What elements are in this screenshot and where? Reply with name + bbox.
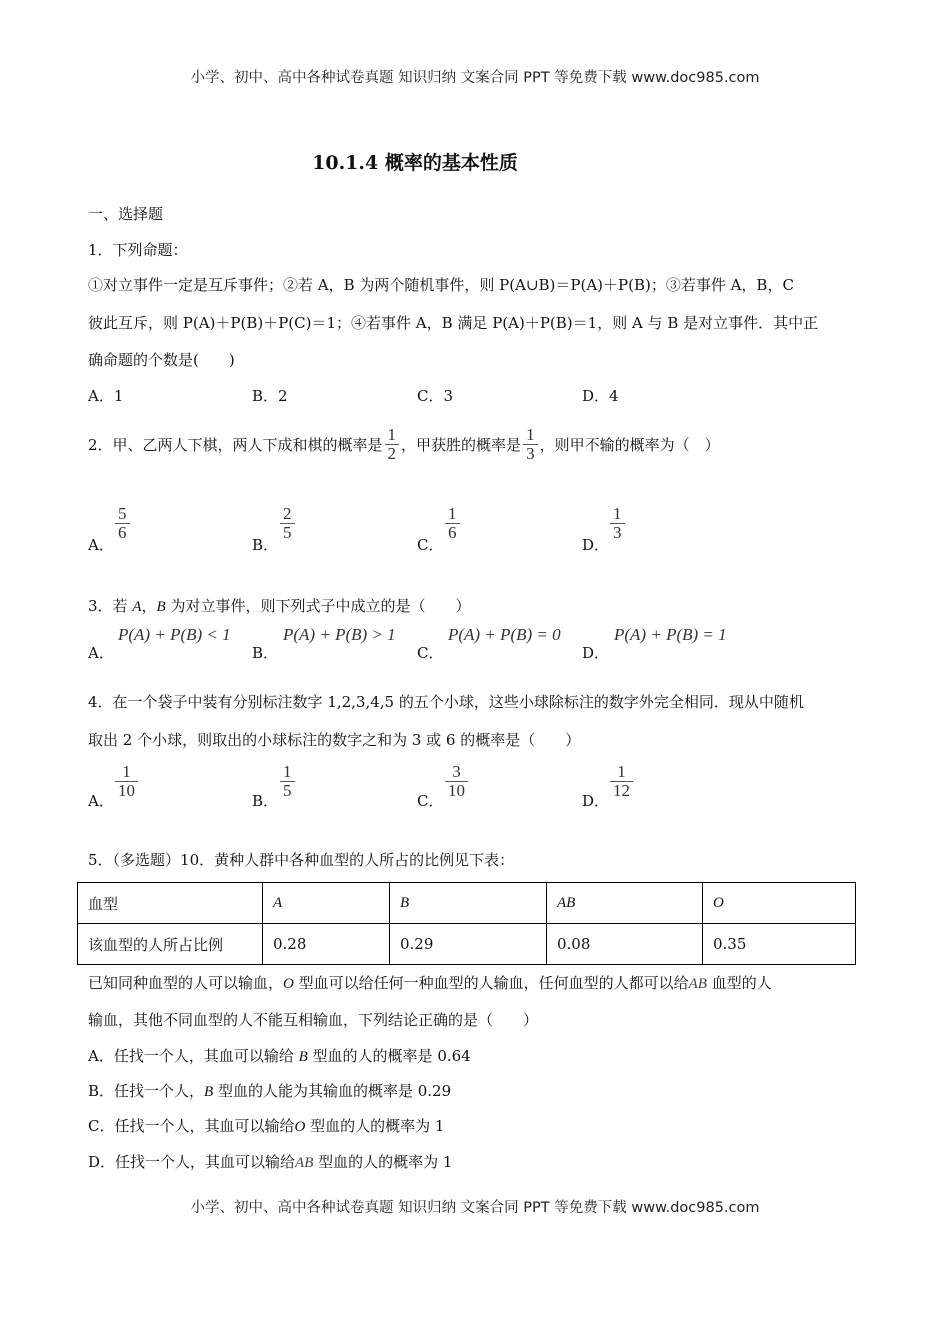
frac-den: 10 [118, 780, 135, 800]
q1-option-c: C．3 [417, 387, 454, 405]
q2-option-a-fraction [113, 505, 132, 542]
q3-option-d-expr: P(A) + P(B) = 1 [614, 625, 727, 644]
q1-stem: 1．下列命题： [88, 241, 188, 259]
q2-stem [88, 418, 720, 470]
frac-num: 1 [613, 504, 622, 523]
q2-fraction-draw [385, 426, 400, 463]
table-cell: O [703, 883, 856, 924]
q4-option-c-label: C． [417, 792, 444, 810]
q5-option-b [88, 1080, 451, 1101]
q1-option-a: A．1 [88, 387, 124, 405]
header-banner: 小学、初中、高中各种试卷真题 知识归纳 文案合同 PPT 等免费下载 www.doc985.com [190, 70, 760, 86]
q5-optB-v: B [204, 1084, 214, 1100]
frac-den: 6 [118, 522, 127, 542]
table-cell: B [390, 883, 547, 924]
frac-den: 5 [283, 780, 292, 800]
q2-frac1-num: 1 [387, 424, 397, 444]
q5-line-2: 输血，其他不同血型的人不能互相输血，下列结论正确的是（ ） [88, 1011, 539, 1029]
frac-den: 12 [613, 780, 630, 800]
q5-optC-a: C．任找一个人，其血可以输给 [88, 1117, 295, 1135]
q3-option-b-expr: P(A) + P(B) > 1 [283, 625, 396, 644]
q3-option-d-label: D． [582, 644, 610, 662]
q5-optA-b: 型血的人的概率是 0.64 [307, 1047, 471, 1065]
q5-l1-a: 已知同种血型的人可以输血， [88, 974, 284, 992]
q2-option-d-fraction [608, 505, 627, 542]
frac-den: 10 [448, 780, 465, 800]
q3-option-b-label: B． [252, 644, 279, 662]
q2-stem-b: ，甲获胜的概率是 [401, 435, 522, 454]
q1-line-2: 彼此互斥，则 P(A)＋P(B)＋P(C)＝1；④若事件 A，B 满足 P(A)＋P(B)＝1，则 A 与 B 是对立事件．其中正 [88, 314, 819, 332]
q4-option-b-fraction [278, 763, 297, 800]
q4-line-2: 取出 2 个小球，则取出的小球标注的数字之和为 3 或 6 的概率是（ ） [88, 731, 581, 749]
frac-den: 5 [283, 522, 292, 542]
table-header-row [78, 883, 856, 924]
q2-option-b-label: B． [252, 536, 279, 554]
q3-stem-b: 为对立事件，则下列式子中成立的是（ ） [165, 597, 471, 615]
q5-optA-v: B [298, 1049, 308, 1065]
q5-l1-c: 血型的人 [706, 974, 772, 992]
frac-den: 6 [448, 522, 457, 542]
q5-line-1 [88, 972, 772, 993]
q2-frac1-den: 2 [387, 443, 397, 463]
q5-option-d [88, 1151, 452, 1172]
q5-l1-b: 型血可以给任何一种血型的人输血，任何血型的人都可以给 [293, 974, 689, 992]
q4-option-c-fraction [443, 763, 470, 800]
q4-line-1: 4．在一个袋子中装有分别标注数字 1,2,3,4,5 的五个小球，这些小球除标注的数字外完全相同．现从中随机 [88, 693, 804, 711]
q3-var-b: B [156, 599, 166, 615]
frac-num: 1 [122, 762, 131, 781]
q2-option-c-fraction [443, 505, 462, 542]
q3-option-c-expr: P(A) + P(B) = 0 [448, 625, 561, 644]
q3-var-a: A [132, 599, 142, 615]
q3-stem-a: 3．若 [88, 597, 133, 615]
q5-optB-b: 型血的人能为其输血的概率是 0.29 [213, 1082, 452, 1100]
table-cell: AB [547, 883, 703, 924]
table-cell: A [263, 883, 390, 924]
q2-stem-c: ，则甲不输的概率为（ ） [539, 435, 720, 454]
q4-option-a-label: A． [88, 792, 114, 810]
q4-option-d-fraction [608, 763, 635, 800]
q2-option-a-label: A． [88, 536, 114, 554]
q5-l1-o: O [283, 976, 294, 992]
table-cell: 0.29 [390, 924, 547, 965]
q2-frac2-num: 1 [526, 424, 535, 444]
page-title: 10.1.4 概率的基本性质 [312, 152, 518, 174]
q5-stem: 5．（多选题）10．黄种人群中各种血型的人所占的比例见下表： [88, 851, 515, 869]
table-cell: 血型 [78, 883, 263, 924]
q2-option-c-label: C． [417, 536, 444, 554]
q4-option-d-label: D． [582, 792, 610, 810]
q3-option-a-expr: P(A) + P(B) < 1 [118, 625, 231, 644]
frac-den: 3 [613, 522, 622, 542]
q3-option-c-label: C． [417, 644, 444, 662]
footer-banner: 小学、初中、高中各种试卷真题 知识归纳 文案合同 PPT 等免费下载 www.doc985.com [190, 1200, 760, 1216]
table-cell: 0.08 [547, 924, 703, 965]
frac-num: 1 [617, 762, 626, 781]
q5-l1-ab: AB [688, 976, 707, 992]
q2-option-d-label: D． [582, 536, 610, 554]
q5-optD-v: AB [295, 1155, 314, 1171]
frac-num: 2 [283, 504, 292, 523]
blood-type-table [77, 882, 856, 965]
q3-stem [88, 595, 470, 616]
q4-option-a-fraction [113, 763, 140, 800]
q1-line-3: 确命题的个数是( ) [88, 351, 235, 369]
frac-num: 5 [118, 504, 127, 523]
section-heading: 一、选择题 [88, 205, 164, 223]
q4-option-b-label: B． [252, 792, 279, 810]
q5-optA-a: A．任找一个人，其血可以输给 [88, 1047, 299, 1065]
frac-num: 1 [448, 504, 457, 523]
q1-option-d: D．4 [582, 387, 619, 405]
q2-option-b-fraction [278, 505, 297, 542]
q5-optD-b: 型血的人的概率为 1 [313, 1153, 453, 1171]
q1-line-1: ①对立事件一定是互斥事件；②若 A，B 为两个随机事件，则 P(A∪B)＝P(A)＋P(B)；③若事件 A，B，C [88, 276, 794, 294]
q5-option-a [88, 1045, 471, 1066]
table-cell: 0.28 [263, 924, 390, 965]
q1-option-b: B．2 [252, 387, 288, 405]
frac-num: 1 [283, 762, 292, 781]
q2-fraction-win [523, 426, 538, 463]
frac-num: 3 [452, 762, 461, 781]
q5-optB-a: B．任找一个人， [88, 1082, 205, 1100]
table-cell: 该血型的人所占比例 [78, 924, 263, 965]
q5-optC-v: O [294, 1119, 306, 1135]
q2-stem-a: 2．甲、乙两人下棋，两人下成和棋的概率是 [88, 435, 383, 454]
table-cell: 0.35 [703, 924, 856, 965]
q5-optD-a: D．任找一个人，其血可以输给 [88, 1153, 296, 1171]
q3-option-a-label: A． [88, 644, 114, 662]
table-row [78, 924, 856, 965]
q3-sep: ， [141, 597, 157, 615]
q5-option-c [88, 1115, 444, 1136]
q2-frac2-den: 3 [526, 443, 535, 463]
q5-optC-b: 型血的人的概率为 1 [305, 1117, 445, 1135]
